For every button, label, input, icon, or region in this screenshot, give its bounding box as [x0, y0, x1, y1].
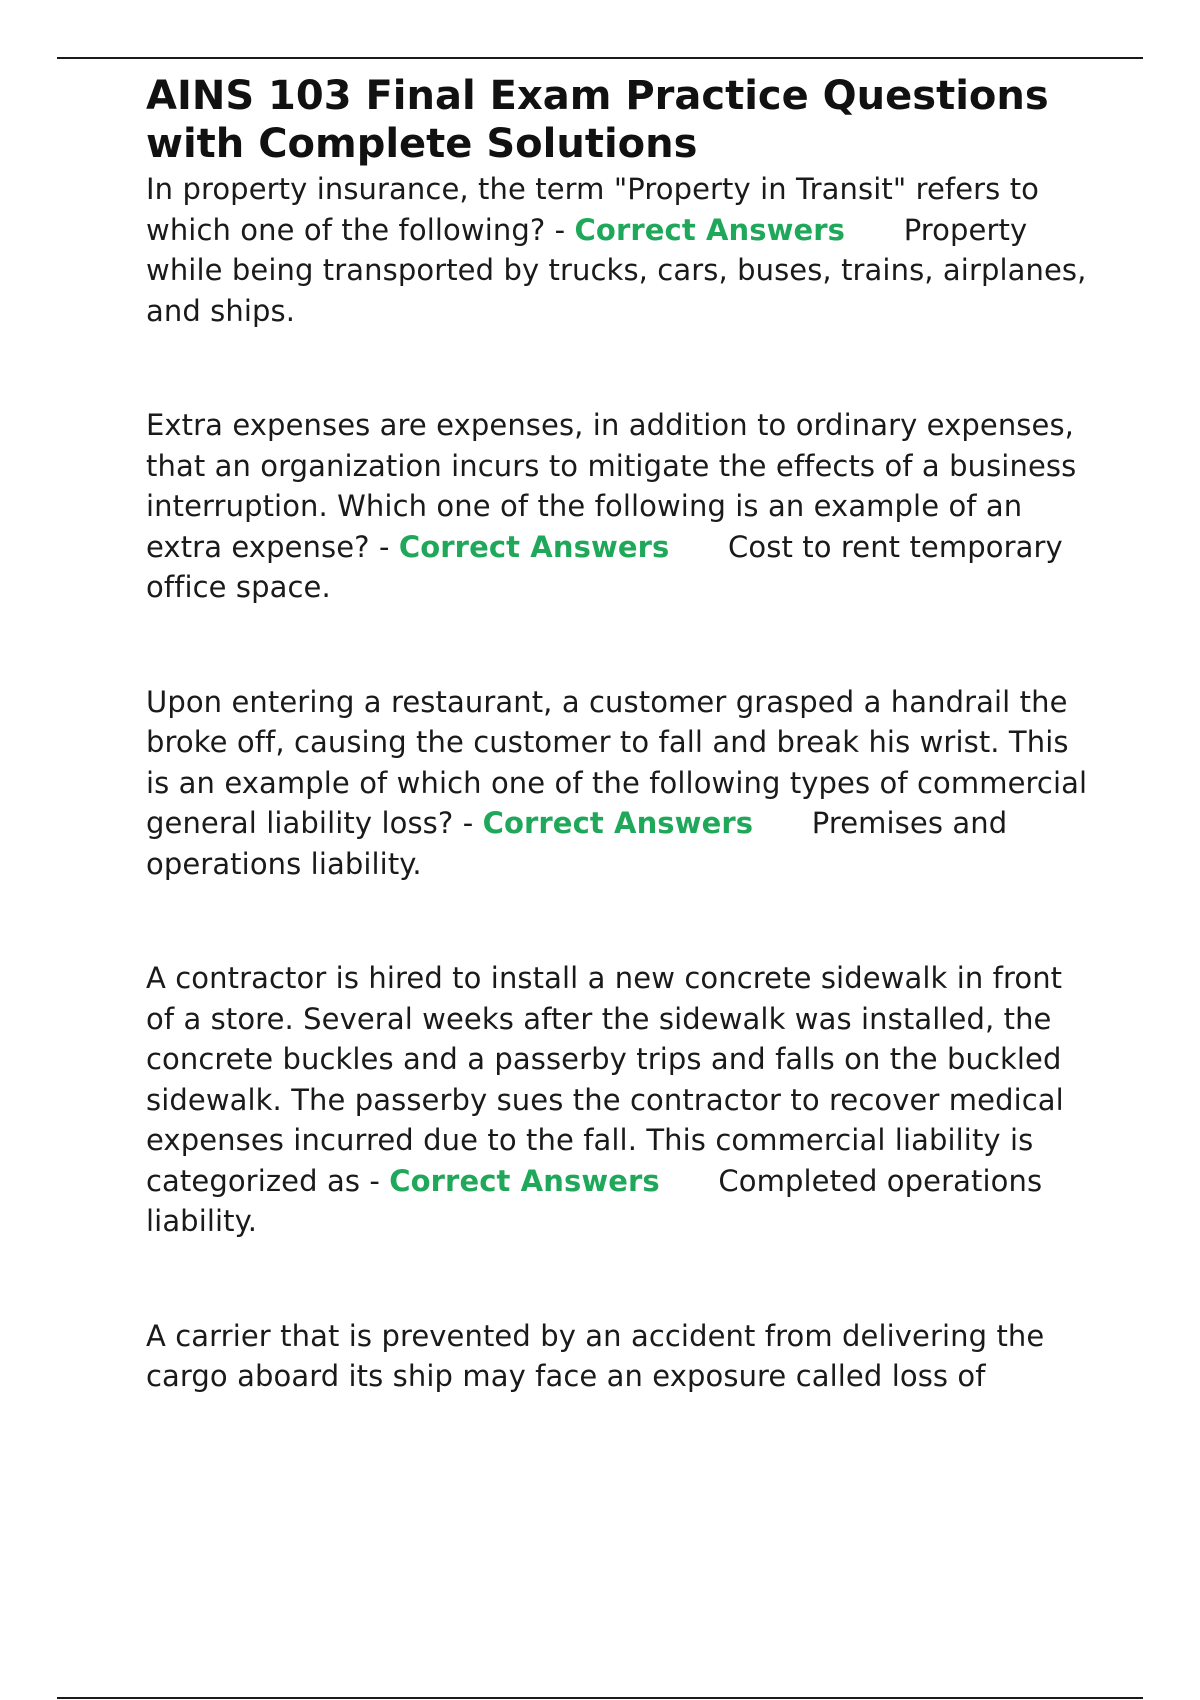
separator: -: [378, 529, 399, 564]
answer-label: Correct Answers: [389, 1163, 660, 1198]
question-text: A carrier that is prevented by an accident from delivering the cargo aboard its ship may face an exposure called loss of: [146, 1318, 1045, 1393]
answer-text: Property while being transported by trucks, cars, buses, trains, airplanes, and ships.: [146, 212, 1087, 328]
answer-label: Correct Answers: [574, 212, 846, 247]
qa-item: [146, 1316, 1096, 1397]
separator: -: [369, 1163, 390, 1198]
answer-text: Premises and operations liability.: [146, 806, 1008, 881]
question-text: Upon entering a restaurant, a customer grasped a handrail the broke off, causing the customer to fall and break his wrist. This is an example of which one of the following types of commercial general liability loss?: [146, 684, 1088, 840]
document-title: AINS 103 Final Exam Practice Questions with Complete Solutions: [146, 73, 1049, 167]
qa-list: [146, 169, 1096, 1397]
question-text: Extra expenses are expenses, in addition to ordinary expenses, that an organization incurs to mitigate the effects of a business interruption. Which one of the following is an example of an extra expense?: [146, 408, 1077, 564]
qa-item: [146, 958, 1096, 1242]
separator: -: [554, 212, 575, 247]
top-rule: [57, 57, 1143, 59]
separator: -: [462, 806, 483, 840]
answer-label: Correct Answers: [398, 529, 670, 564]
answer-text: Completed operations liability.: [146, 1163, 1043, 1238]
bottom-rule: [57, 1697, 1143, 1699]
answer-text: Cost to rent temporary office space.: [146, 529, 1063, 604]
qa-item: [146, 405, 1096, 608]
question-text: In property insurance, the term "Property in Transit" refers to which one of the following?: [146, 172, 1040, 247]
qa-item: [146, 169, 1096, 331]
question-text: A contractor is hired to install a new concrete sidewalk in front of a store. Several weeks after the sidewalk was installed, the concrete buckles and a passerby trips and falls on the buckled sidewalk. The passerby sues the contractor to recover medical expenses incurred due to the fall. This commercial liability is categorized as: [146, 961, 1064, 1198]
answer-label: Correct Answers: [482, 806, 754, 840]
qa-item: [146, 682, 1096, 885]
document-body: [146, 72, 1096, 1397]
